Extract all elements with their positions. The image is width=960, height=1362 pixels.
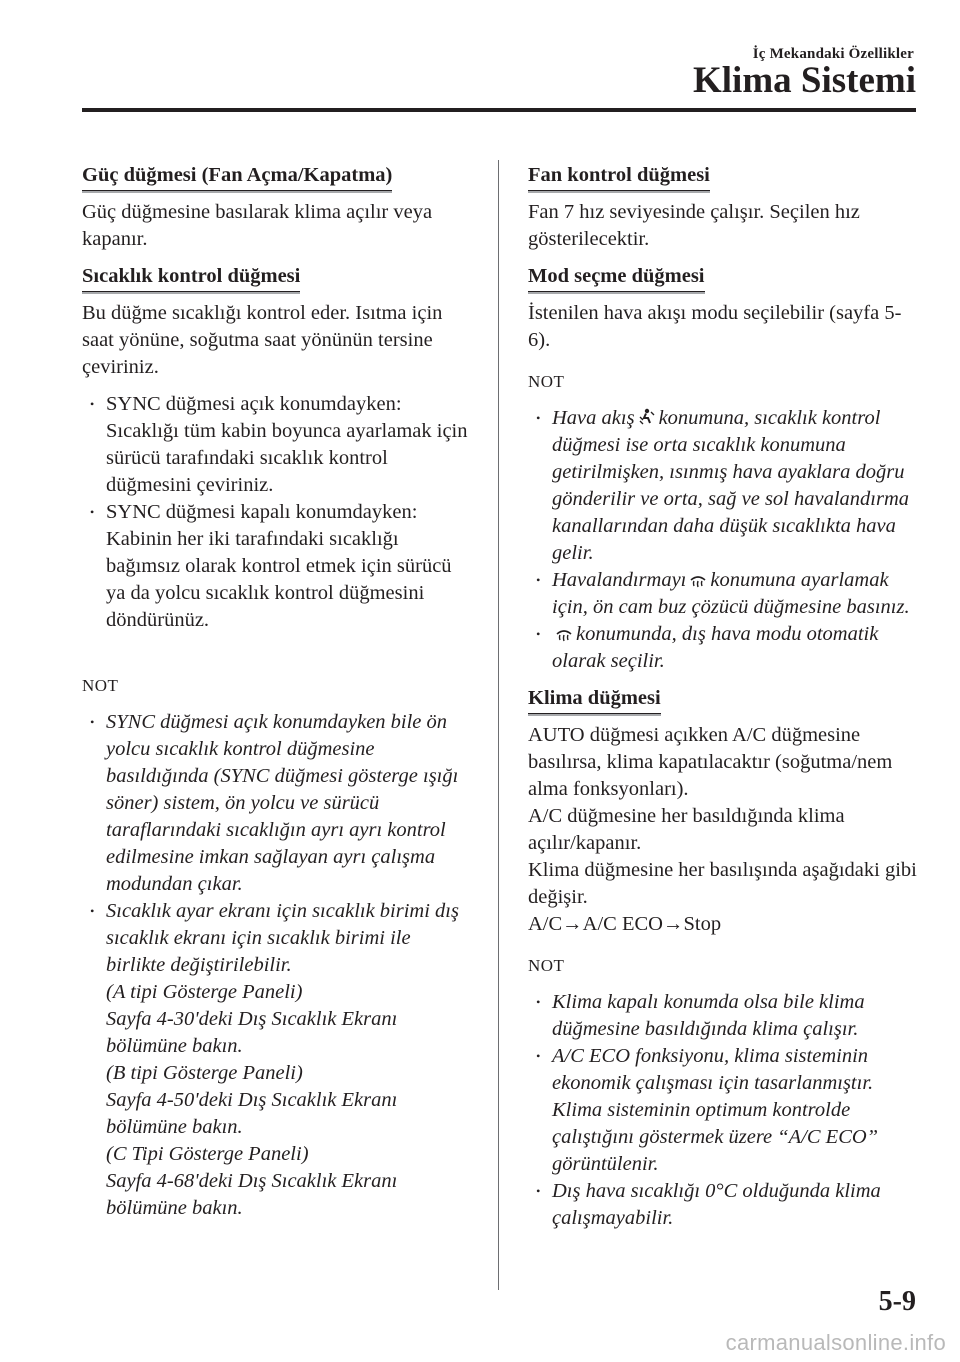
- ac-text-line: Klima düğmesine her basılışında aşağıdaki gibi değişir.: [528, 859, 917, 908]
- list-item: • Klima kapalı konumda olsa bile klima düğmesine basıldığında klima çalışır.: [528, 989, 920, 1043]
- left-column: [82, 162, 474, 1232]
- temp-control-heading: Sıcaklık kontrol düğmesi: [82, 263, 300, 292]
- watermark: carmanualsonline.info: [725, 1330, 946, 1355]
- list-item: • Dış hava sıcaklığı 0°C olduğunda klima çalışmayabilir.: [528, 1178, 920, 1232]
- page-title: Klima Sistemi: [692, 60, 916, 101]
- note-text: konumunda, dış hava modu otomatik olarak seçilir.: [552, 623, 879, 672]
- mode-select-text: İstenilen hava akışı modu seçilebilir (sayfa 5-6).: [528, 302, 902, 351]
- floor-airflow-icon: [638, 408, 656, 426]
- note-line: • Sıcaklık ayar ekranı için sıcaklık birimi dış sıcaklık ekranı için sıcaklık birimi ile birlikte değiştirilebilir.: [106, 900, 459, 976]
- note-line: Sayfa 4-50'deki Dış Sıcaklık Ekranı bölümüne bakın.: [106, 1089, 398, 1138]
- defroster-icon: [555, 624, 573, 642]
- note-line: Sayfa 4-68'deki Dış Sıcaklık Ekranı bölümüne bakın.: [106, 1170, 398, 1219]
- note-text: Hava akış: [552, 407, 635, 429]
- note-label: NOT: [82, 676, 119, 695]
- temp-control-text: Bu düğme sıcaklığı kontrol eder. Isıtma için saat yönüne, soğutma saat yönünün tersine çeviriniz.: [82, 302, 443, 378]
- list-item: • SYNC düğmesi açık konumdayken: Sıcaklığı tüm kabin boyunca ayarlamak için sürücü tarafındaki sıcaklık kontrol düğmesini çeviriniz.: [82, 391, 474, 499]
- ac-button-heading: Klima düğmesi: [528, 685, 661, 714]
- ac-text-line: A/C→A/C ECO→Stop: [528, 913, 722, 935]
- list-item: [528, 405, 920, 567]
- ac-note-list: [528, 989, 920, 1232]
- defroster-icon: [689, 570, 707, 588]
- mode-select-heading: Mod seçme düğmesi: [528, 263, 705, 292]
- list-item: [528, 621, 920, 675]
- note-text: konumuna ayarlamak için, ön cam buz çözücü düğmesine basınız.: [552, 569, 910, 618]
- list-item: • A/C ECO fonksiyonu, klima sisteminin ekonomik çalışması için tasarlanmıştır. Klima sisteminin optimum kontrolde çalıştığını göstermek üzere “A/C ECO” görüntülenir.: [528, 1043, 920, 1178]
- temp-control-list: [82, 391, 474, 634]
- list-item: • SYNC düğmesi açık konumdayken bile ön yolcu sıcaklık kontrol düğmesine basıldığında (SYNC düğmesi gösterge ışığı söner) sistem, ön yolcu ve sürücü taraflarındaki sıcaklığın ayrı ayrı kontrol edilmesine imkan sağlayan ayrı çalışma modundan çıkar.: [82, 709, 474, 898]
- note-line: Sayfa 4-30'deki Dış Sıcaklık Ekranı bölümüne bakın.: [106, 1008, 398, 1057]
- note-label: NOT: [528, 956, 565, 975]
- header-rule: [82, 108, 916, 112]
- list-item: [82, 898, 474, 1222]
- note-list: [82, 709, 474, 1222]
- power-button-heading: Güç düğmesi (Fan Açma/Kapatma): [82, 162, 392, 191]
- note-text: Havalandırmayı: [552, 569, 687, 591]
- list-item: [528, 567, 920, 621]
- column-divider: [498, 160, 499, 1290]
- fan-control-text: Fan 7 hız seviyesinde çalışır. Seçilen hız gösterilecektir.: [528, 201, 860, 250]
- header-section-label: İç Mekandaki Özellikler: [752, 46, 914, 62]
- note-label: NOT: [528, 372, 565, 391]
- note-line: (C Tipi Gösterge Paneli): [106, 1143, 309, 1165]
- note-line: (B tipi Gösterge Paneli): [106, 1062, 303, 1084]
- note-text: konumuna, sıcaklık kontrol düğmesi ise orta sıcaklık konumuna getirilmişken, ısınmış hava ayaklara doğru gönderilir ve orta, sağ ve sol havalandırma kanallarından daha düşük sıcaklıkta hava gelir.: [552, 407, 910, 564]
- ac-text-line: A/C düğmesine her basıldığında klima açılır/kapanır.: [528, 805, 845, 854]
- page-number: 5-9: [878, 1286, 916, 1317]
- note-line: (A tipi Gösterge Paneli): [106, 981, 303, 1003]
- right-column: [528, 162, 920, 1242]
- mode-note-list: [528, 405, 920, 675]
- power-button-text: Güç düğmesine basılarak klima açılır veya kapanır.: [82, 201, 433, 250]
- fan-control-heading: Fan kontrol düğmesi: [528, 162, 710, 191]
- list-item: • SYNC düğmesi kapalı konumdayken: Kabinin her iki tarafındaki sıcaklığı bağımsız olarak kontrol etmek için sürücü ya da yolcu sıcaklık kontrol düğmesini döndürünüz.: [82, 499, 474, 634]
- ac-text-line: AUTO düğmesi açıkken A/C düğmesine basılırsa, klima kapatılacaktır (soğutma/nem alma fonksyonları).: [528, 724, 893, 800]
